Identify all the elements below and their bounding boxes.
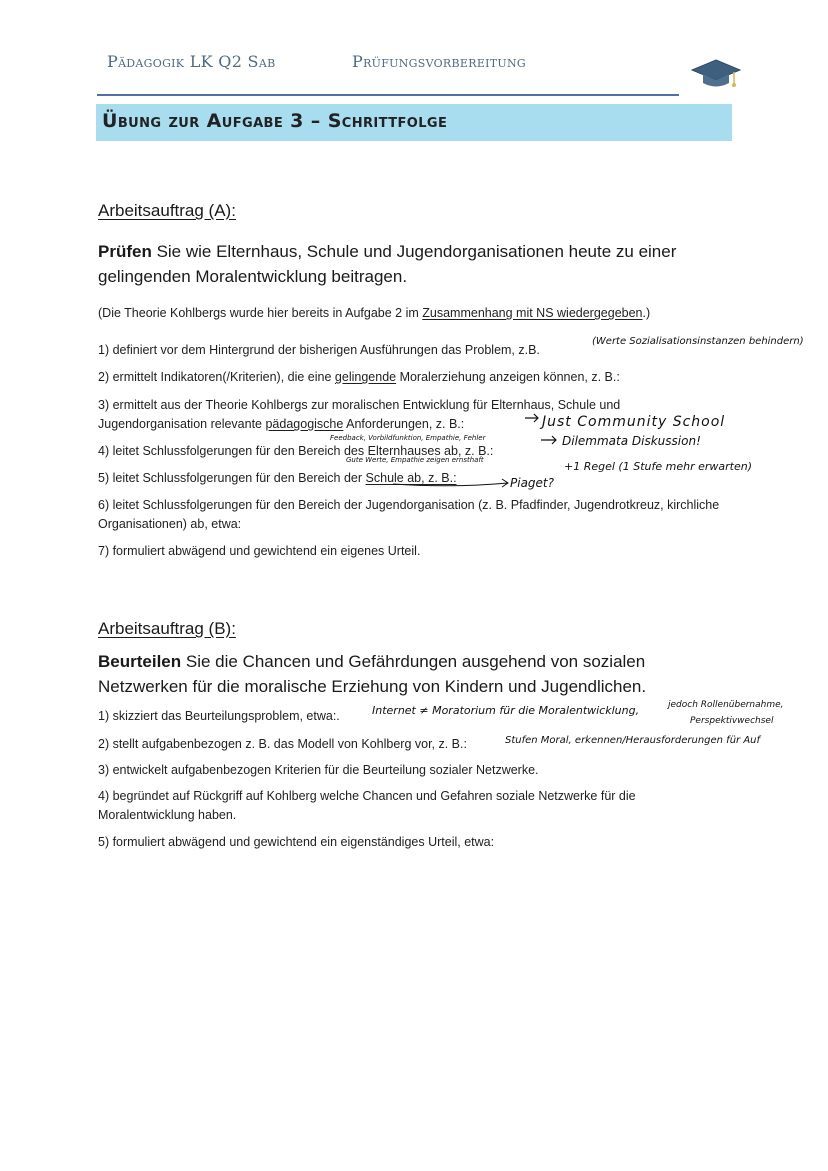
section-b-task-text: Sie die Chancen und Gefährdungen ausgehend von sozialen Netzwerken für die moralische Erziehung von Kindern und Jugendlichen. (98, 652, 647, 696)
step-3-end: Anforderungen, z. B.: (343, 417, 465, 431)
handwriting-a3: Just Community School (542, 414, 726, 430)
section-b-step-4: 4) begründet auf Rückgriff auf Kohlberg welche Chancen und Gefahren soziale Netzwerke für die Moralentwicklung haben. (98, 789, 636, 822)
note-end: .) (642, 306, 651, 320)
handwriting-b1-right2: Perspektivwechsel (690, 716, 774, 726)
step-2-end: Moralerziehung anzeigen können, z. B.: (396, 370, 620, 384)
section-b-step-1: 1) skizziert das Beurteilungsproblem, etwa:. (98, 709, 340, 723)
handwriting-a5: +1 Regel (1 Stufe mehr erwarten) (564, 460, 752, 473)
section-b-heading: Arbeitsauftrag (B): (98, 619, 236, 638)
section-a-note (98, 304, 738, 323)
arrow-icon (540, 434, 558, 446)
page-title: Übung zur Aufgabe 3 – Schrittfolge (102, 110, 448, 132)
section-a-step-2 (98, 368, 738, 387)
section-a-step-7: 7) formuliert abwägend und gewichtend ein eigenes Urteil. (98, 544, 421, 558)
handwriting-a1: (Werte Sozialisationsinstanzen behindern) (592, 336, 804, 347)
step-5-underlined: Schule ab, z. B.: (365, 471, 457, 485)
section-a-task-verb: Prüfen (98, 242, 152, 261)
section-a-step-1: 1) definiert vor dem Hintergrund der bisherigen Ausführungen das Problem, z.B. (98, 343, 540, 357)
header-course: Pädagogik LK Q2 Sab (107, 52, 276, 71)
handwriting-a4-below: Gute Werte, Empathie zeigen ernsthaft (346, 456, 484, 464)
graduation-cap-icon (690, 56, 742, 92)
step-5-text: 5) leitet Schlussfolgerungen für den Bereich der (98, 471, 366, 485)
section-a-heading: Arbeitsauftrag (A): (98, 201, 236, 220)
section-a-step-6: 6) leitet Schlussfolgerungen für den Bereich der Jugendorganisation (z. B. Pfadfinder, Jugendrotkreuz, kirchliche Organisationen) ab, etwa: (98, 498, 720, 531)
step-2-underlined: gelingende (334, 370, 397, 384)
handwriting-a4-above: Feedback, Vorbildfunktion, Empathie, Fehler (330, 434, 486, 442)
arrow-icon (392, 478, 512, 490)
section-a-step-4: 4) leitet Schlussfolgerungen für den Bereich des Elternhauses ab, z. B.: (98, 444, 494, 458)
handwriting-a6: Piaget? (510, 476, 554, 490)
handwriting-b1: Internet ≠ Moratorium für die Moralentwicklung, (372, 704, 640, 717)
handwriting-a4: Dilemmata Diskussion! (562, 434, 701, 448)
note-text: (Die Theorie Kohlbergs wurde hier bereits in Aufgabe 2 im (98, 306, 423, 320)
arrow-icon (524, 412, 540, 424)
handwriting-b1-right: jedoch Rollenübernahme, (668, 700, 784, 710)
section-a-task-text: Sie wie Elternhaus, Schule und Jugendorganisationen heute zu einer gelingenden Moralentwicklung beitragen. (98, 242, 677, 286)
step-2-text: 2) ermittelt Indikatoren(/Kriterien), die eine (98, 370, 335, 384)
section-b-task (98, 649, 678, 699)
header-rule (97, 94, 679, 96)
section-b-step-3: 3) entwickelt aufgabenbezogen Kriterien für die Beurteilung sozialer Netzwerke. (98, 763, 539, 777)
section-b-task-verb: Beurteilen (98, 652, 182, 671)
section-a-task (98, 239, 718, 289)
title-banner (96, 104, 732, 141)
header-topic: Prüfungsvorbereitung (352, 52, 527, 71)
step-3-underlined: pädagogische (265, 417, 344, 431)
step-3-text: Jugendorganisation relevante (98, 417, 266, 431)
note-underlined: Zusammenhang mit NS wiedergegeben (422, 306, 643, 320)
section-a-step-3-line-1: 3) ermittelt aus der Theorie Kohlbergs zur moralischen Entwicklung für Elternhaus, Schule und (98, 398, 621, 412)
handwriting-b2: Stufen Moral, erkennen/Herausforderungen für Auf (505, 735, 761, 746)
section-b-step-2: 2) stellt aufgabenbezogen z. B. das Modell von Kohlberg vor, z. B.: (98, 737, 467, 751)
section-b-step-5: 5) formuliert abwägend und gewichtend ein eigenständiges Urteil, etwa: (98, 835, 495, 849)
